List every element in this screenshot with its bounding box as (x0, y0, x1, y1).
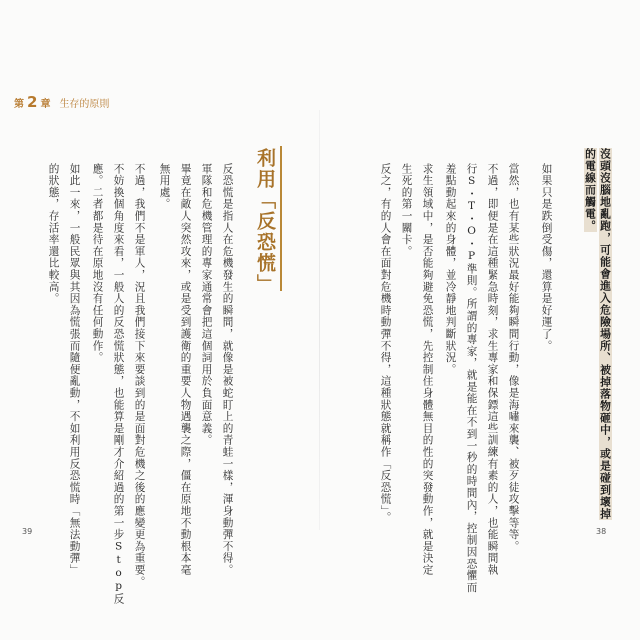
page-number-left: 39 (22, 527, 33, 536)
left-col-1: 反恐慌是指人在危機發生的瞬間，就像是被蛇盯上的青蛙一樣，渾身動彈不得。 (221, 163, 234, 576)
right-col-1: 如果只是跌倒受傷，還算是好運了。 (540, 163, 553, 352)
right-col-2: 當然，也有某些狀況最好能夠瞬間行動，像是海嘯來襲、被歹徒攻擊等等。 (507, 163, 520, 553)
chapter-header (14, 93, 109, 111)
right-col-3: 不過，即便是在這種緊急時刻，求生專家和保鏢這些訓練有素的人，也能瞬間執 (486, 163, 499, 576)
page-number-right: 38 (596, 527, 607, 536)
right-col-5: 羞點動起來的身體，並冷靜地判斷狀況。 (444, 163, 457, 376)
left-col-5: 不過，我們不是軍人，況且我們接下來要談到的是面對危機之後的應變更為重要。 (133, 163, 146, 588)
left-col-8: 如此一來，一般民眾與其因為慌張而隨便亂動，不如利用反恐慌時「無法動彈」 (68, 163, 81, 576)
left-col-6: 不妨換個角度來看，一般人的反恐慌狀態，也能算是剛才介紹過的第一步Stop反 (112, 163, 125, 606)
right-col-6: 求生領域中，是否能夠避免恐慌，先控制住身體無目的性的突發動作，就是決定 (421, 163, 434, 576)
page-gutter (319, 110, 320, 530)
right-col-4: 行S・T・O・P準則。所謂的專家，就是能在不到一秒的時間內，控制因恐懼而 (465, 163, 478, 594)
left-col-9: 的狀態，存活率還比較高。 (47, 163, 60, 305)
left-col-4: 無用處。 (158, 163, 171, 211)
right-col-8: 反之，有的人會在面對危機時動彈不得，這種狀態就稱作「反恐慌」。 (379, 163, 392, 524)
chapter-label: 第 (14, 99, 24, 110)
right-col-7: 生死的第一關卡。 (400, 163, 413, 258)
chapter-suffix: 章 (40, 99, 51, 110)
left-col-7: 應。二者都是待在原地沒有任何動作。 (91, 163, 104, 364)
right-page-heading (583, 148, 613, 528)
left-col-3: 畢竟在敵人突然攻來，或是受到護衛的重要人物遇襲之際，僵在原地不動根本毫 (179, 163, 192, 576)
heading-text: 沒頭沒腦地亂跑，可能會進入危險場所、被掉落物砸中，或是碰到壞掉的電線而觸電。 (584, 148, 612, 520)
chapter-title: 生存的原則 (59, 99, 110, 110)
chapter-number: 2 (27, 93, 38, 111)
left-col-2: 軍隊和危機管理的專家通常會把這個詞用於負面意義。 (200, 163, 213, 447)
section-title-rule (280, 146, 282, 291)
section-title: 利用「反恐慌」 (254, 148, 276, 295)
